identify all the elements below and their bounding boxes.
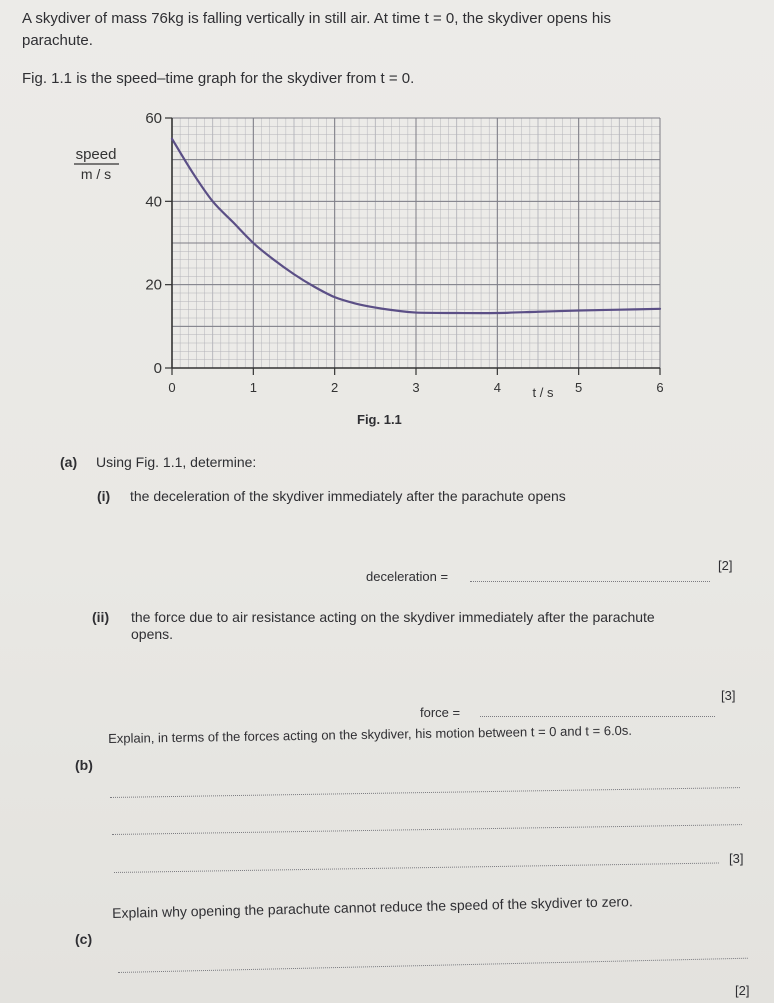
part-a-i-text: the deceleration of the skydiver immediately after the parachute opens bbox=[130, 488, 566, 504]
y-tick-label: 20 bbox=[145, 276, 162, 294]
part-a-ii-text-1: the force due to air resistance acting on the skydiver immediately after the parachute bbox=[131, 609, 655, 625]
part-a-i-label: (i) bbox=[97, 488, 111, 504]
part-b-answer-line-1[interactable] bbox=[110, 787, 740, 798]
intro-line-2: parachute. bbox=[22, 32, 93, 49]
part-c-marks: [2] bbox=[735, 983, 750, 998]
part-c-label: (c) bbox=[75, 931, 93, 947]
part-a-label: (a) bbox=[60, 454, 78, 470]
part-a-ii-label: (ii) bbox=[92, 609, 110, 625]
part-b-answer-line-2[interactable] bbox=[112, 824, 742, 835]
part-b-label: (b) bbox=[75, 757, 93, 773]
y-axis-label-bottom: m / s bbox=[80, 166, 112, 182]
intro-line-1: A skydiver of mass 76kg is falling vertically in still air. At time t = 0, the skydiver opens his bbox=[22, 10, 611, 27]
part-a-i-marks: [2] bbox=[718, 558, 733, 573]
figure-caption: Fig. 1.1 bbox=[357, 412, 402, 427]
part-b-marks: [3] bbox=[729, 851, 744, 866]
x-axis-label: t / s bbox=[532, 385, 554, 400]
force-answer-label: force = bbox=[420, 705, 461, 720]
x-tick-label: 6 bbox=[656, 380, 664, 395]
part-a-ii-text-2: opens. bbox=[131, 626, 174, 642]
x-tick-label: 4 bbox=[493, 380, 501, 395]
x-tick-label: 1 bbox=[249, 380, 257, 395]
x-tick-label: 5 bbox=[575, 380, 583, 395]
part-c-answer-line-1[interactable] bbox=[118, 958, 748, 973]
deceleration-answer-label: deceleration = bbox=[366, 569, 449, 584]
y-tick-label: 40 bbox=[145, 193, 162, 211]
y-tick-label: 0 bbox=[153, 360, 162, 377]
x-tick-label: 3 bbox=[412, 380, 420, 395]
part-a-ii-marks: [3] bbox=[721, 688, 736, 703]
part-c-text: Explain why opening the parachute cannot reduce the speed of the skydiver to zero. bbox=[112, 893, 633, 921]
part-b-answer-line-3[interactable] bbox=[114, 862, 719, 873]
deceleration-answer-line[interactable] bbox=[470, 581, 710, 582]
intro-line-3: Fig. 1.1 is the speed–time graph for the skydiver from t = 0. bbox=[22, 70, 415, 87]
x-tick-label: 0 bbox=[168, 380, 176, 395]
part-b-text: Explain, in terms of the forces acting on the skydiver, his motion between t = 0 and t = 6.0s. bbox=[108, 722, 633, 746]
part-a-text: Using Fig. 1.1, determine: bbox=[96, 454, 257, 470]
y-tick-label: 60 bbox=[145, 110, 162, 127]
x-tick-label: 2 bbox=[331, 380, 339, 395]
y-axis-label-top: speed bbox=[75, 146, 117, 163]
force-answer-line[interactable] bbox=[480, 716, 715, 717]
